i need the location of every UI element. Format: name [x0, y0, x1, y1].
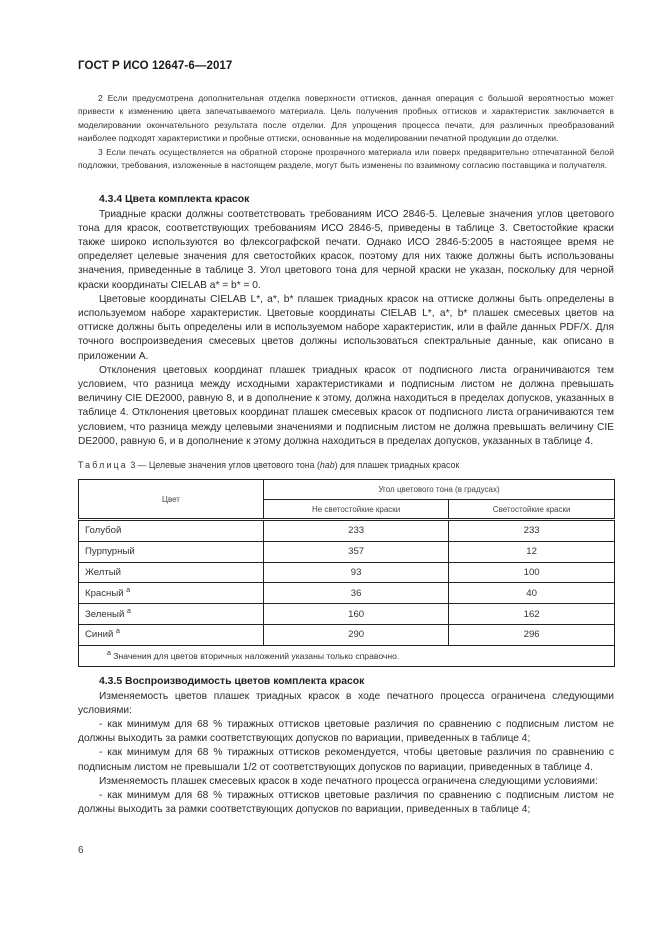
notes-block [78, 92, 614, 172]
cell-lightfast: 40 [449, 583, 615, 604]
cell-lightfast: 162 [449, 604, 615, 625]
cell-lightfast: 12 [449, 541, 615, 562]
header-color: Цвет [79, 480, 264, 520]
cell-non-lightfast: 93 [264, 562, 449, 583]
list-item: - как минимум для 68 % тиражных оттисков рекомендуется, чтобы цветовые различия по сравнению с подписным листом не превышали 1/2 от соответствующих допусков по вариации, приведенных в таблице 4. [78, 747, 614, 773]
cell-non-lightfast: 357 [264, 541, 449, 562]
paragraph: Изменяемость цветов плашек триадных красок в ходе печатного процесса ограничена следующими условиями: [78, 690, 614, 716]
table-row [79, 541, 615, 562]
section-4-3-5 [78, 675, 614, 817]
cell-color: Красный $^a$ [79, 583, 264, 604]
list-item: - как минимум для 68 % тиражных оттисков цветовые различия по сравнению с подписным листом не должны выходить за рамки соответствующих допусков по вариации, приведенных в таблице 4; [78, 718, 614, 745]
section-4-3-4 [78, 193, 614, 449]
header-lightfast: Светостойкие краски [449, 500, 615, 520]
section-title-4-3-5: 4.3.5 Воспроизводимость цветов комплекта красок [99, 676, 365, 687]
table-row [79, 583, 615, 604]
document-header: ГОСТ Р ИСО 12647-6—2017 [78, 60, 233, 72]
list-item: - как минимум для 68 % тиражных оттисков цветовые различия по сравнению с подписным листом не должны выходить за рамки соответствующих допусков по вариации, приведенных в таблице 4; [78, 789, 614, 816]
cell-color: Зеленый $^a$ [79, 604, 264, 625]
table-caption-label: Таблица [78, 460, 128, 470]
header-non-lightfast: Не светостойкие краски [264, 500, 449, 520]
note-3: 3 Если печать осуществляется на обратной стороне прозрачного материала или поверх предварительно отпечатанной белой подложки, требования, изложенные в настоящем разделе, могут быть изменены по взаимному согласию поставщика и получателя. [78, 146, 614, 171]
table-header-row [79, 480, 615, 500]
cell-lightfast: 296 [449, 624, 615, 645]
table-row [79, 520, 615, 542]
table-row [79, 604, 615, 625]
table-caption-italic: hab [319, 460, 335, 470]
paragraph: Триадные краски должны соответствовать требованиям ИСО 2846-5. Целевые значения углов цветового тона для красок, соответствующих требованиям ИСО 2846-5, приведены в таблице 3. Светостойкие краски также широко используются во флексографской печати. Однако ИСО 2846-5:2005 в настоящее время не определяет целевые значения для светостойких красок, поэтому для них также должны быть использованы значения, приведенные в таблице 3. Угол цветового тона для черной краски не указан, поскольку для черной краски координаты CIELAB a* = b* = 0. [78, 208, 614, 291]
cell-color: Голубой [79, 520, 264, 542]
cell-color: Пурпурный [79, 541, 264, 562]
paragraph: Цветовые координаты CIELAB L*, a*, b* плашек триадных красок на оттиске должны быть определены в используемом наборе характеристик. Цветовые координаты CIELAB L*, a*, b* плашек смесевых цветов на оттиске должны быть определены или в используемом наборе характеристик, или в файле данных PDF/X. Для точного воспроизведения смесевых цветов должны использоваться спектральные данные, как описано в приложении А. [78, 293, 614, 362]
section-title-4-3-4: 4.3.4 Цвета комплекта красок [99, 194, 250, 205]
note-2: 2 Если предусмотрена дополнительная отделка поверхности оттисков, данная операция с большой вероятностью может привести к изменению цвета запечатываемого материала. Цель получения пробных оттисков и характеристик заключается в моделировании окончательного результата после отделки. Для упрощения процесса печати, для различных преобразований наиболее подходят характеристики и пробные оттиски, основанные на моделировании печатной продукции до отделки. [78, 93, 614, 144]
cell-color: Желтый [79, 562, 264, 583]
cell-color: Синий $^a$ [79, 624, 264, 645]
page-number: 6 [78, 845, 84, 856]
table-footnote: $^a$ Значения для цветов вторичных наложений указаны только справочно. [79, 645, 615, 666]
table-caption-rest: ) для плашек триадных красок [334, 460, 460, 470]
header-hue-group: Угол цветового тона (в градусах) [264, 480, 615, 500]
table-caption [78, 460, 459, 470]
cell-lightfast: 100 [449, 562, 615, 583]
cell-non-lightfast: 160 [264, 604, 449, 625]
paragraph: Отклонения цветовых координат плашек триадных красок от подписного листа ограничиваются тем условием, что разница между исходными характеристиками и подписным листом не должна превышать величину CIE DE2000, равную 8, и в дополнение к этому, должна находиться в пределах допусков, указанных в таблице 4. Отклонения цветовых координат плашек смесевых красок от подписного листа ограничиваются тем условием, что разница между целевыми значениями и подписным листом не должна превышать величину CIE DE2000, равную 6, и в дополнение к этому должна находиться в пределах допусков, указанных в таблице 4. [78, 364, 614, 447]
table-caption-number: 3 — Целевые значения углов цветового тона ( [127, 460, 320, 470]
hue-angle-table [78, 479, 615, 667]
table-row [79, 624, 615, 645]
cell-non-lightfast: 290 [264, 624, 449, 645]
table-row [79, 562, 615, 583]
cell-lightfast: 233 [449, 520, 615, 542]
table-footnote-row [79, 645, 615, 666]
paragraph: Изменяемость плашек смесевых красок в ходе печатного процесса ограничена следующими условиями: [99, 775, 598, 787]
cell-non-lightfast: 233 [264, 520, 449, 542]
cell-non-lightfast: 36 [264, 583, 449, 604]
